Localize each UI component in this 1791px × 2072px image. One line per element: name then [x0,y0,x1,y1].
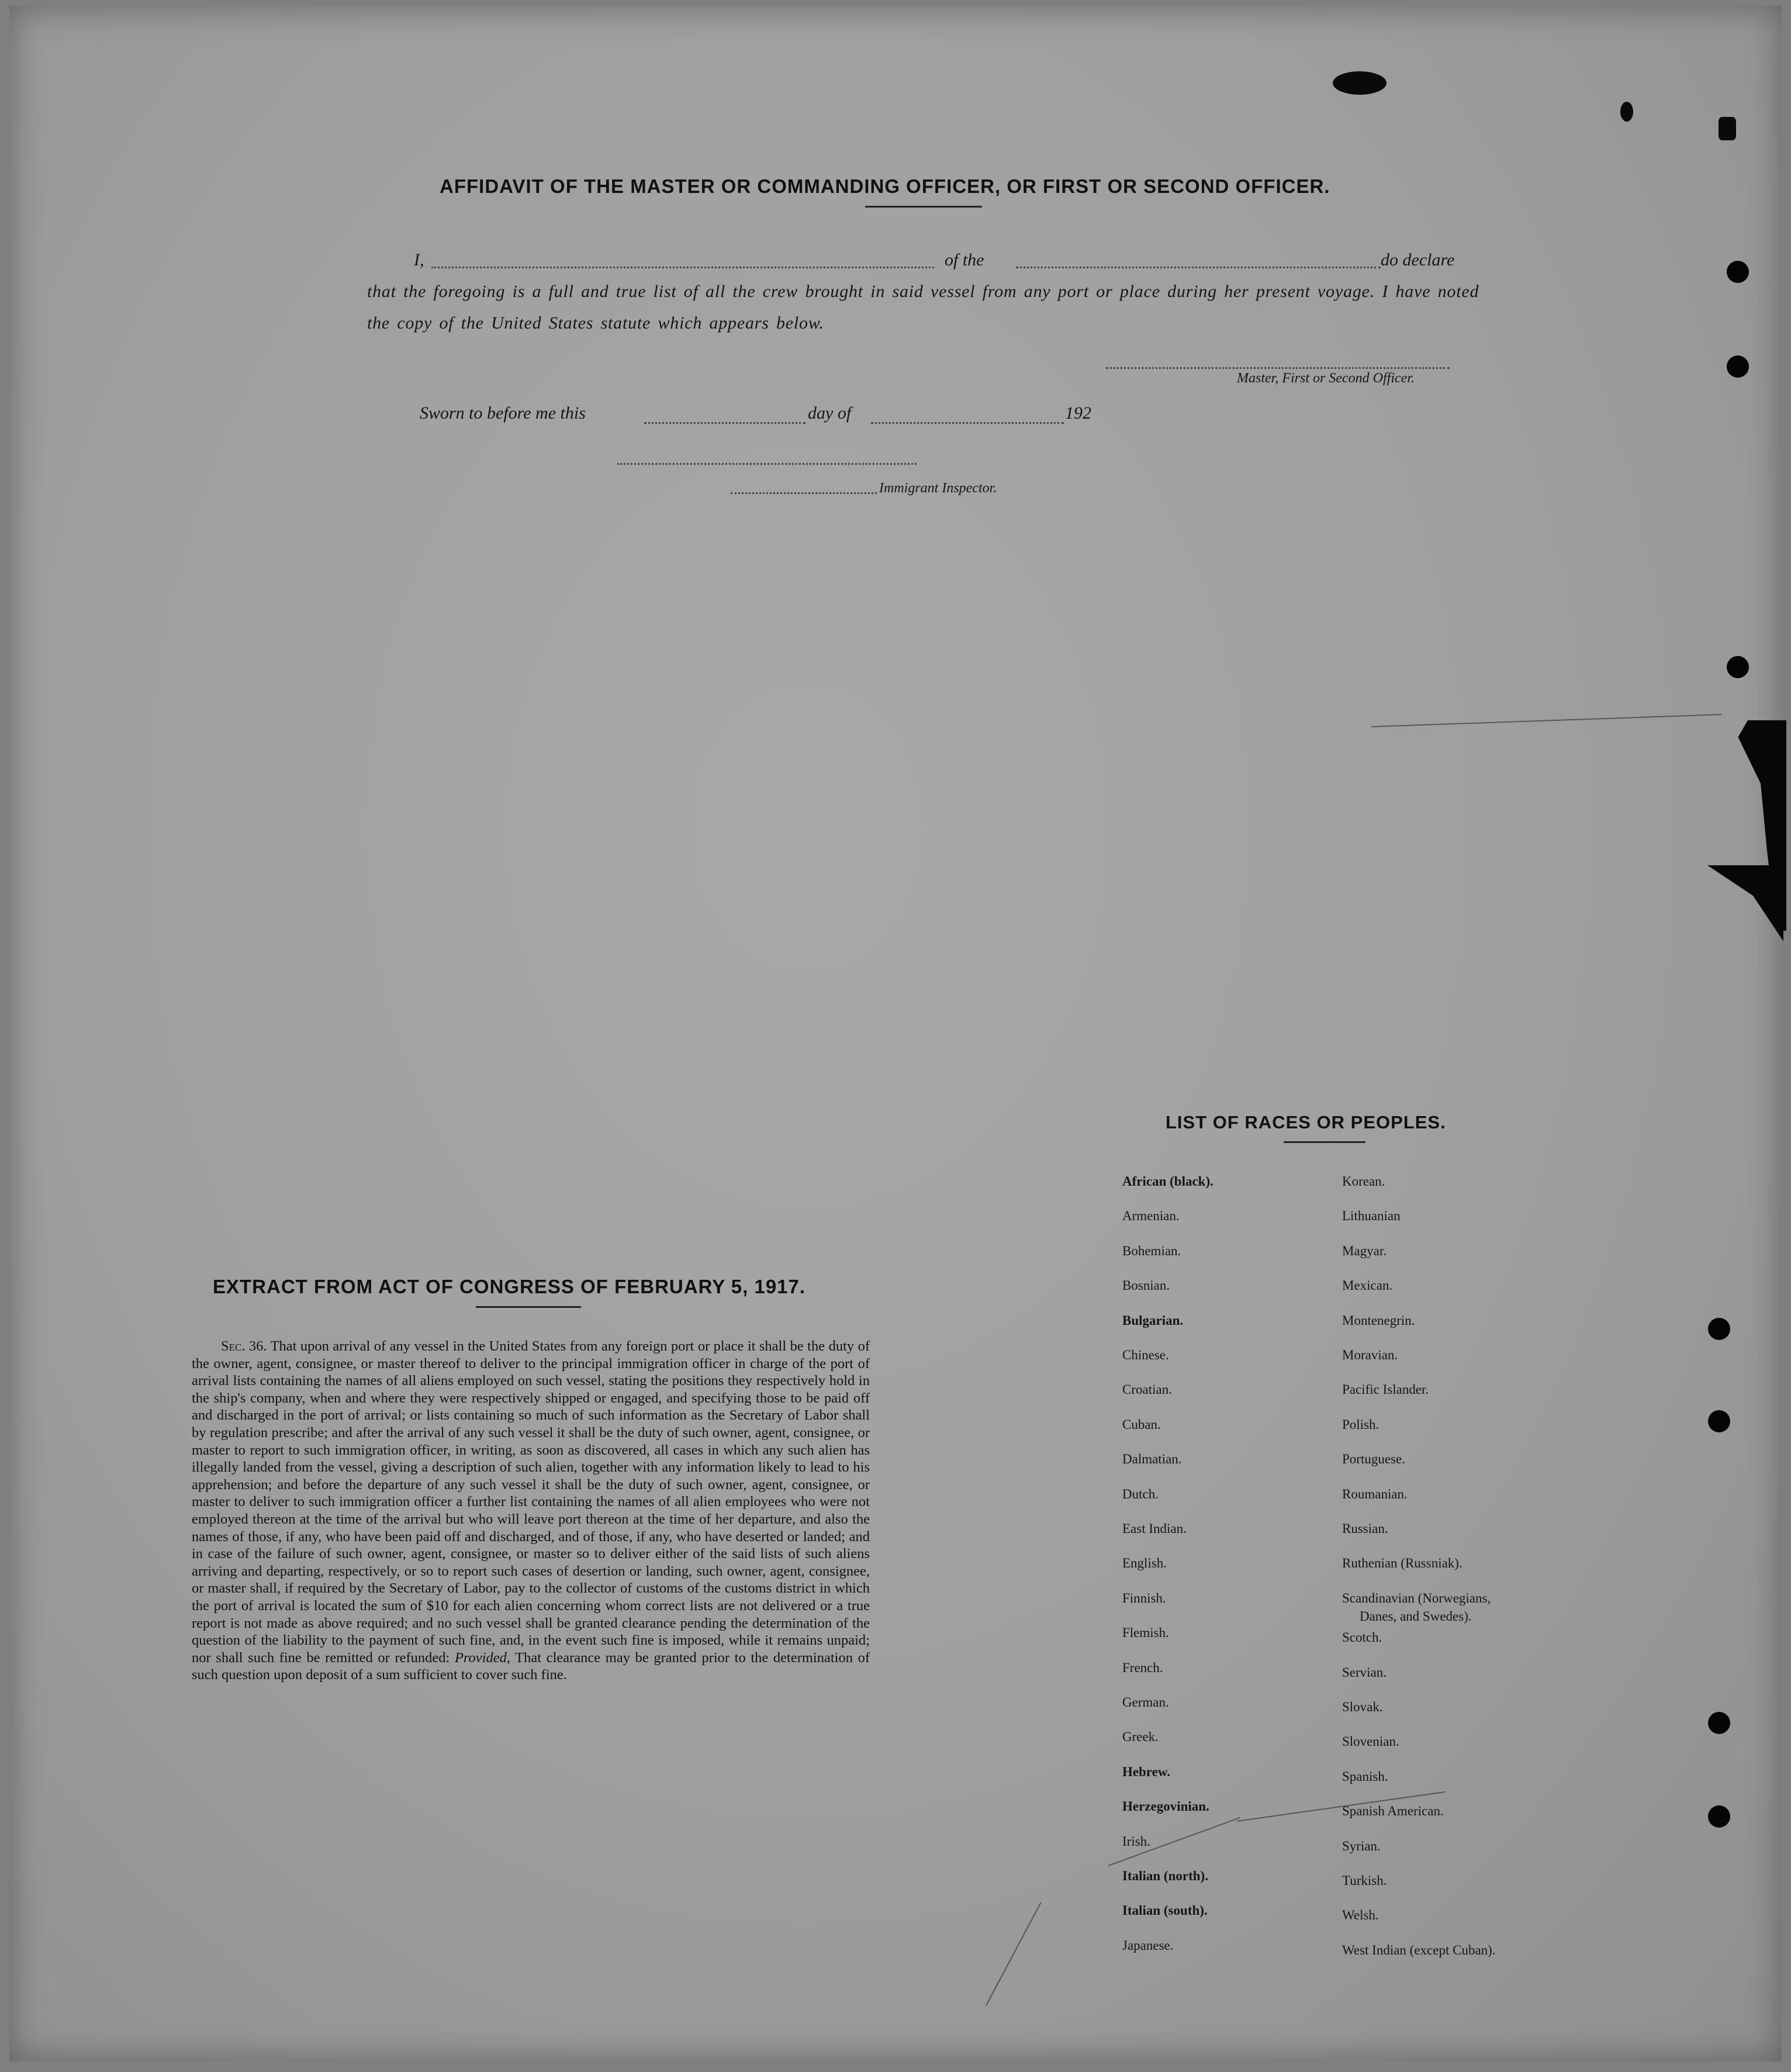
race-item: Ruthenian (Russniak). [1342,1556,1462,1570]
ink-smudge [1719,117,1736,140]
races-title-rule [1284,1141,1365,1143]
affidavit-declare: do declare [1381,250,1455,270]
vessel-blank [1016,267,1381,268]
race-item: Cuban. [1122,1417,1161,1432]
race-item: Scotch. [1342,1630,1382,1645]
race-item: Japanese. [1122,1938,1174,1953]
race-item: Finnish. [1122,1591,1166,1605]
race-item: Irish. [1122,1834,1150,1849]
section-label: Sec. 36. [221,1338,267,1354]
master-label: Master, First or Second Officer. [1237,371,1415,386]
race-item: West Indian (except Cuban). [1342,1943,1496,1957]
race-item: East Indian. [1122,1521,1187,1536]
race-item: Mexican. [1342,1278,1393,1293]
race-item: Polish. [1342,1417,1379,1432]
race-item: Flemish. [1122,1625,1169,1640]
sworn-year: 192 [1065,403,1091,423]
provided-word: Provided, [454,1649,510,1666]
affidavit-title: AFFIDAVIT OF THE MASTER OR COMMANDING OFFICER, OR FIRST OR SECOND OFFICER. [440,175,1330,197]
extract-title: EXTRACT FROM ACT OF CONGRESS OF FEBRUARY 5, 1917. [213,1276,806,1297]
punch-hole [1708,1410,1730,1432]
title-rule [865,206,982,208]
race-item: Spanish American. [1342,1804,1444,1818]
act-section-36 [192,1338,870,1684]
race-item: African (black). [1122,1174,1213,1189]
act-text-part1: That upon arrival of any vessel in the United States from any foreign port or place it shall be the duty of the owner, agent, consignee, or master thereof to deliver to the principal immigration officer in charge of the port of arrival lists containing the names of all aliens employed on such vessel, stating the positions they respectively hold in the ship's company, when and where they were respectively shipped or engaged, and specifying those to be paid off and discharged in the port of arrival; or lists containing so much of such information as the Secretary of Labor shall by regulation prescribe; and after the arrival of any such vessel it shall be the duty of such owner, agent, consignee, or master to report to such immigration officer, in writing, as soon as discovered, all cases in which any such alien has illegally landed from the vessel, giving a description of such alien, together with any information likely to lead to his apprehension; and before the departure of any such vessel it shall be the duty of such owner, agent, consignee, or master to deliver to such immigration officer a further list containing the names of all alien employees who were not employed thereon at the time of the arrival but who will leave port thereon at the time of her departure, and also the names of those, if any, who have been paid off and discharged, and of those, if any, who have deserted or landed; and in case of the failure of such owner, agent, consignee, or master so to deliver either of the said lists of such aliens arriving and departing, respectively, or so to report such cases of desertion or landing, such owner, agent, consignee, or master shall, if required by the Secretary of Labor, pay to the collector of customs of the customs district in which the port of arrival is located the sum of $10 for each alien concerning whom correct lists are not delivered or a true report is not made as above required; and no such vessel shall be granted clearance pending the determination of the question of the liability to the payment of such fine, and, in the event such fine is imposed, while it remains unpaid; nor shall such fine be remitted or refunded: [192,1338,870,1666]
document-sheet [9,6,1782,2061]
inspector-dotted-lead [731,492,877,494]
affidavit-body: that the foregoing is a full and true list of all the crew brought in said vessel from any port or place during her present voyage. I have noted the copy of the United States statute which appears below. [367,282,1479,333]
race-item: Roumanian. [1342,1487,1408,1501]
race-item: Lithuanian [1342,1208,1401,1223]
sworn-month-blank [871,422,1064,424]
race-item: Scandinavian (Norwegians, [1342,1591,1491,1605]
race-item: Hebrew. [1122,1764,1170,1779]
race-item: Syrian. [1342,1839,1381,1853]
race-item: Armenian. [1122,1208,1180,1223]
race-item: Russian. [1342,1521,1388,1536]
race-item: Korean. [1342,1174,1385,1189]
inspector-signature-line [617,463,917,465]
race-item: German. [1122,1695,1169,1710]
race-item: Dutch. [1122,1487,1159,1501]
torn-edge [1707,865,1783,941]
race-item: Pacific Islander. [1342,1382,1429,1397]
race-item: Servian. [1342,1665,1387,1680]
race-item: Dalmatian. [1122,1452,1182,1466]
master-signature-line [1106,367,1450,369]
race-item: Magyar. [1342,1244,1387,1258]
paper-crack [986,1902,1042,2006]
race-item: Slovenian. [1342,1734,1399,1749]
punch-hole [1708,1712,1730,1734]
affidavit-of-the: of the [945,250,984,270]
race-item: Welsh. [1342,1908,1379,1922]
race-item: Spanish. [1342,1769,1388,1784]
race-item: Bulgarian. [1122,1313,1184,1328]
race-item: Greek. [1122,1729,1159,1744]
race-item: English. [1122,1556,1167,1570]
affidavit-i: I, [414,250,424,270]
punch-hole [1727,355,1749,378]
race-item: Montenegrin. [1342,1313,1415,1328]
race-item: French. [1122,1660,1163,1675]
inspector-label: Immigrant Inspector. [879,481,997,496]
paper-crack [1371,714,1722,727]
race-item: Portuguese. [1342,1452,1405,1466]
races-title: LIST OF RACES OR PEOPLES. [1166,1112,1446,1132]
race-scandinavian-continued: Danes, and Swedes). [1360,1609,1472,1624]
race-item: Bosnian. [1122,1278,1170,1293]
sworn-prefix: Sworn to before me this [420,403,586,423]
punch-hole [1708,1805,1730,1828]
race-item: Herzegovinian. [1122,1799,1209,1814]
race-item: Croatian. [1122,1382,1172,1397]
race-item: Bohemian. [1122,1244,1181,1258]
race-item: Italian (north). [1122,1869,1208,1883]
ink-smudge [1333,71,1387,95]
race-item: Slovak. [1342,1700,1383,1714]
race-item: Chinese. [1122,1348,1169,1362]
extract-title-rule [476,1306,581,1308]
punch-hole [1727,656,1749,678]
punch-hole [1708,1318,1730,1340]
ink-smudge [1620,102,1633,122]
act-text-part2: That clearance may be granted prior to the determination of such question upon deposit of a sum sufficient to cover such fine. [192,1649,870,1683]
sworn-day-of: day of [808,403,852,423]
race-item: Turkish. [1342,1873,1387,1888]
name-blank [431,267,934,268]
race-item: Moravian. [1342,1348,1398,1362]
sworn-day-blank [644,422,805,424]
race-item: Italian (south). [1122,1903,1208,1918]
punch-hole [1727,261,1749,283]
